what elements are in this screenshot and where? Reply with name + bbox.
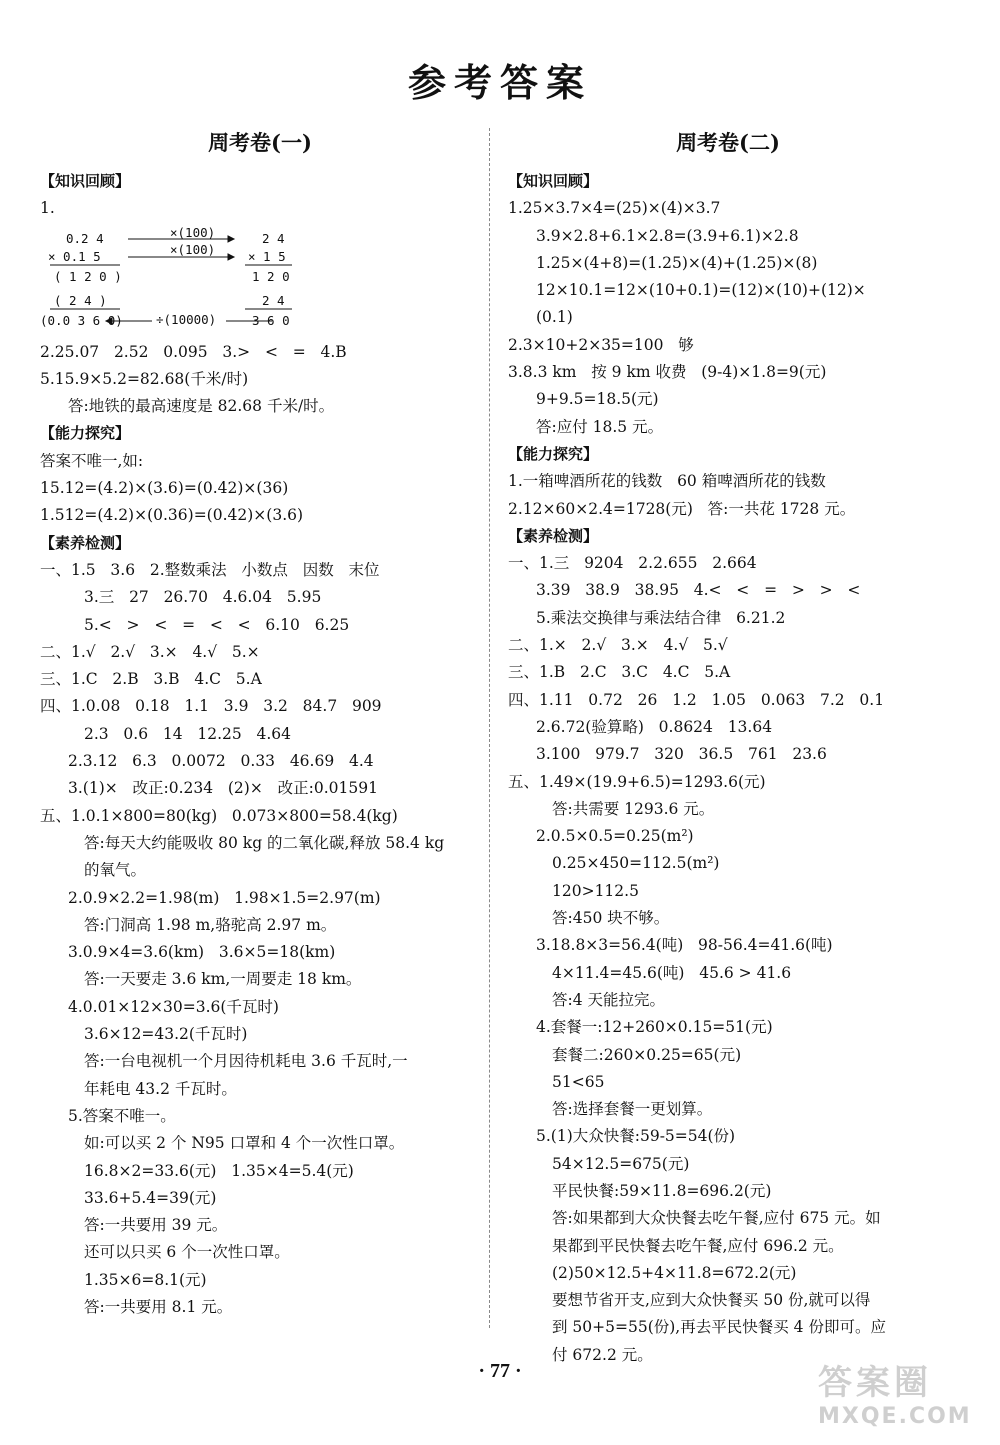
answer-line: 答:共需要 1293.6 元。 [552,799,715,818]
answer-line: 2.6.72(验算略) 0.8624 13.64 [536,717,773,736]
answer-line: 0.25×450=112.5(m²) [552,854,720,873]
section-heading: 【知识回顾】 [40,172,131,190]
answer-line: 3.0.9×4=3.6(km) 3.6×5=18(km) [68,943,336,962]
answer-line: 套餐二:260×0.25=65(元) [552,1045,742,1064]
answer-line: 2.3.12 6.3 0.0072 0.33 46.69 4.4 [68,752,374,771]
diagram-left-5: (0.0 3 6 0) [40,312,123,328]
answer-line: 54×12.5=675(元) [552,1154,690,1173]
answer-line: 五、1.49×(19.9+6.5)=1293.6(元) [508,772,766,791]
diagram-right-3: 1 2 0 [252,268,290,284]
answer-line: 答:地铁的最高速度是 82.68 千米/时。 [68,397,335,416]
answer-line: 2.12×60×2.4=1728(元) 答:一共花 1728 元。 [508,499,856,518]
answer-line: 2.3×10+2×35=100 够 [508,335,694,354]
left-column-heading: 周考卷(一) [208,130,312,155]
answer-line: 四、1.11 0.72 26 1.2 1.05 0.063 7.2 0.1 [508,690,885,709]
answer-line: 付 672.2 元。 [552,1345,653,1364]
answer-line: 1.一箱啤酒所花的钱数 60 箱啤酒所花的钱数 [508,472,826,491]
diagram-right-4: 2 4 [262,292,285,308]
answer-line: 51<65 [552,1072,605,1091]
column-divider [489,128,490,1328]
answer-line: 15.12=(4.2)×(3.6)=(0.42)×(36) [40,479,289,498]
section-heading: 【素养检测】 [508,526,599,545]
left-lines-b [40,339,480,1322]
answer-line: 3.8.3 km 按 9 km 收费 (9-4)×1.8=9(元) [508,363,827,382]
section-heading: 【知识回顾】 [508,172,599,190]
answer-line: 1.25×3.7×4=(25)×(4)×3.7 [508,199,721,218]
diagram-right-1: 2 4 [262,230,285,246]
answer-line: 5.15.9×5.2=82.68(千米/时) [40,369,249,388]
watermark-logo [818,1355,988,1435]
answer-line: 2.0.9×2.2=1.98(m) 1.98×1.5=2.97(m) [68,888,381,907]
answer-line: 16.8×2=33.6(元) 1.35×4=5.4(元) [84,1161,354,1180]
answer-line: 1.512=(4.2)×(0.36)=(0.42)×(3.6) [40,506,304,525]
answer-line: 33.6+5.4=39(元) [84,1188,217,1207]
diagram-left-1: 0.2 4 [66,230,104,246]
answer-line: 到 50+5=55(份),再去平民快餐买 4 份即可。应 [552,1318,886,1337]
right-column [508,128,948,1369]
section-heading: 【素养检测】 [40,533,131,552]
answer-line: 要想节省开支,应到大众快餐买 50 份,就可以得 [552,1291,871,1310]
answer-line: 1.35×6=8.1(元) [84,1270,207,1289]
answer-line: 还可以只买 6 个一次性口罩。 [84,1243,290,1262]
answer-line: 五、1.0.1×800=80(kg) 0.073×800=58.4(kg) [40,806,398,825]
multiplication-diagram [40,225,480,335]
left-column [40,128,480,1321]
diagram-right-5: 3 6 0 [252,312,290,328]
right-lines [508,168,948,1369]
answer-line: 答:如果都到大众快餐去吃午餐,应付 675 元。如 [552,1209,881,1228]
diagram-right-2: × 1 5 [248,248,286,264]
answer-line: 3.100 979.7 320 36.5 761 23.6 [536,745,827,764]
answer-line: 答:一台电视机一个月因待机耗电 3.6 千瓦时,一 [84,1052,408,1071]
answer-line: 1. [40,199,55,218]
answer-line: 答:一共要用 8.1 元。 [84,1297,233,1316]
answer-line: 平民快餐:59×11.8=696.2(元) [552,1181,772,1200]
answer-line: 答:门洞高 1.98 m,骆驼高 2.97 m。 [84,915,337,934]
answer-line: 二、1.× 2.√ 3.× 4.√ 5.√ [508,636,728,655]
page-title: 参考答案 [407,60,592,105]
diagram-left-3: ( 1 2 0 ) [54,268,122,284]
watermark-top: 答案圈 [818,1363,932,1403]
diagram-left-4: ( 2 4 ) [54,292,107,308]
answer-line: 一、1.5 3.6 2.整数乘法 小数点 因数 末位 [40,560,380,579]
answer-line: 3.(1)× 改正:0.234 (2)× 改正:0.01591 [68,779,378,798]
answer-line: 答:4 天能拉完。 [552,990,666,1009]
answer-line: 4.套餐一:12+260×0.15=51(元) [536,1018,773,1037]
answer-line: 3.6×12=43.2(千瓦时) [84,1025,248,1044]
left-lines-a [40,168,480,223]
answer-line: 2.0.5×0.5=0.25(m²) [536,827,694,846]
answer-line: 三、1.C 2.B 3.B 4.C 5.A [40,670,262,689]
diagram-arrow-label-1: ×(100) [170,224,216,240]
answer-line: (2)50×12.5+4×11.8=672.2(元) [552,1263,797,1282]
watermark-bottom: MXQE.COM [818,1404,972,1429]
answer-line: 5.< > < = < < 6.10 6.25 [84,615,350,634]
answer-line: 9+9.5=18.5(元) [536,390,659,409]
answer-line: 如:可以买 2 个 N95 口罩和 4 个一次性口罩。 [84,1134,405,1153]
answer-line: 果都到平民快餐去吃午餐,应付 696.2 元。 [552,1236,844,1255]
answer-line: 四、1.0.08 0.18 1.1 3.9 3.2 84.7 909 [40,697,382,716]
diagram-left-2: × 0.1 5 [48,248,101,264]
answer-line: 答:每天大约能吸收 80 kg 的二氧化碳,释放 58.4 kg [84,833,445,852]
answer-line: 答:应付 18.5 元。 [536,417,664,436]
answer-line: 答:一共要用 39 元。 [84,1216,228,1235]
answer-line: 120>112.5 [552,881,639,900]
answer-line: 2.3 0.6 14 12.25 4.64 [84,724,292,743]
answer-line: 年耗电 43.2 千瓦时。 [84,1079,237,1098]
answer-line: 4.0.01×12×30=3.6(千瓦时) [68,997,279,1016]
answer-line: 答案不唯一,如: [40,451,144,470]
answer-line: 二、1.√ 2.√ 3.× 4.√ 5.× [40,642,260,661]
answer-line: 3.9×2.8+6.1×2.8=(3.9+6.1)×2.8 [536,226,799,245]
diagram-arrow-label-2: ×(100) [170,241,216,257]
answer-line: 答:选择套餐一更划算。 [552,1100,713,1119]
answer-line: (0.1) [536,308,573,327]
answer-line: 3.39 38.9 38.95 4.< < = > > < [536,581,861,600]
answer-line: 2.25.07 2.52 0.095 3.> < = 4.B [40,342,347,361]
answer-line: 5.(1)大众快餐:59-5=54(份) [536,1127,736,1146]
answer-line: 三、1.B 2.C 3.C 4.C 5.A [508,663,731,682]
section-heading: 【能力探究】 [40,424,131,443]
answer-line: 3.18.8×3=56.4(吨) 98-56.4=41.6(吨) [536,936,833,955]
answer-line: 答:450 块不够。 [552,909,670,928]
answer-line: 5.乘法交换律与乘法结合律 6.21.2 [536,608,786,627]
page-number: · 77 · [478,1360,522,1382]
answer-line: 答:一天要走 3.6 km,一周要走 18 km。 [84,970,362,989]
answer-line: 5.答案不唯一。 [68,1106,176,1125]
answer-line: 4×11.4=45.6(吨) 45.6 > 41.6 [552,963,792,982]
section-heading: 【能力探究】 [508,444,599,463]
answer-line: 的氧气。 [84,861,147,880]
right-column-heading: 周考卷(二) [676,130,780,155]
answer-line: 1.25×(4+8)=(1.25)×(4)+(1.25)×(8) [536,253,818,272]
answer-line: 12×10.1=12×(10+0.1)=(12)×(10)+(12)× [536,281,866,300]
answer-line: 3.三 27 26.70 4.6.04 5.95 [84,588,322,607]
diagram-arrow-label-3: ÷(10000) [156,311,217,327]
answer-line: 一、1.三 9204 2.2.655 2.664 [508,554,757,573]
